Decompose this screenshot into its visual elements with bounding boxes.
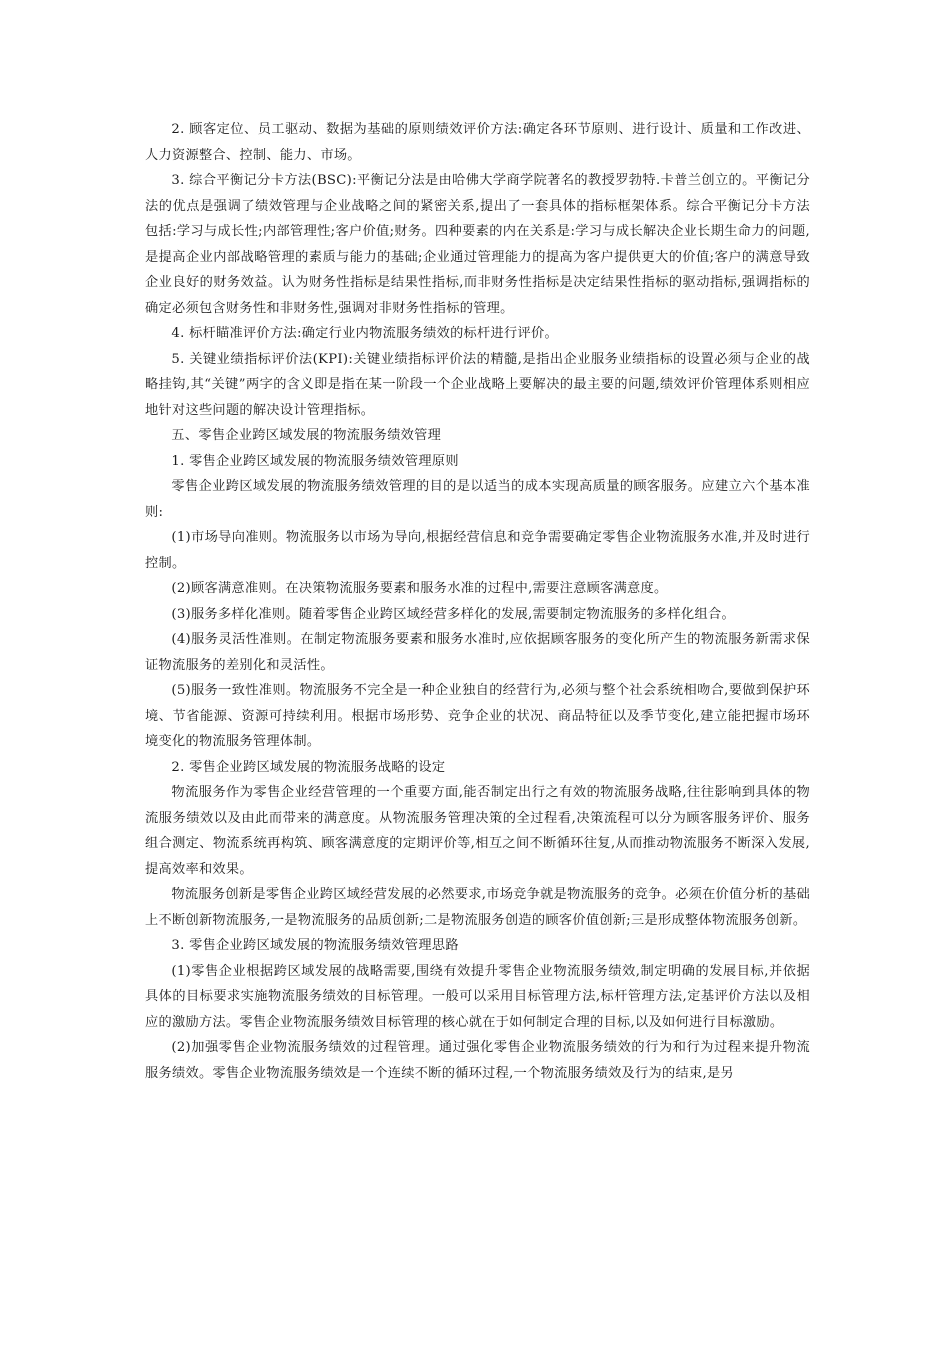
subheading-principles: 1. 零售企业跨区域发展的物流服务绩效管理原则	[171, 453, 459, 469]
subheading-strategy: 2. 零售企业跨区域发展的物流服务战略的设定	[171, 759, 446, 775]
paragraph-principles-intro: 零售企业跨区域发展的物流服务绩效管理的目的是以适当的成本实现高质量的顾客服务。应建立六个基本准则:	[145, 479, 810, 520]
document-page	[145, 117, 810, 1086]
paragraph-principle-1: (1)市场导向准则。物流服务以市场为导向,根据经营信息和竞争需要确定零售企业物流服务水准,并及时进行控制。	[145, 530, 810, 571]
paragraph-method-5-kpi: 5. 关键业绩指标评价法(KPI):关键业绩指标评价法的精髓,是指出企业服务业绩指标的设置必须与企业的战略挂钩,其“关键”两字的含义即是指在某一阶段一个企业战略上要解决的最主要的问题,绩效评价管理体系则相应地针对这些问题的解决设计管理指标。	[145, 351, 810, 418]
paragraph-principle-4: (4)服务灵活性准则。在制定物流服务要素和服务水准时,应依据顾客服务的变化所产生的物流服务新需求保证物流服务的差别化和灵活性。	[145, 632, 810, 673]
paragraph-approach-1: (1)零售企业根据跨区域发展的战略需要,围绕有效提升零售企业物流服务绩效,制定明确的发展目标,并依据具体的目标要求实施物流服务绩效的目标管理。一般可以采用目标管理方法,标杆管理方法,定基评价方法以及相应的激励方法。零售企业物流服务绩效目标管理的核心就在于如何制定合理的目标,以及如何进行目标激励。	[145, 963, 810, 1030]
paragraph-principle-2: (2)顾客满意准则。在决策物流服务要素和服务水准的过程中,需要注意顾客满意度。	[171, 581, 668, 596]
paragraph-strategy-1: 物流服务作为零售企业经营管理的一个重要方面,能否制定出行之有效的物流服务战略,往往影响到具体的物流服务绩效以及由此而带来的满意度。从物流服务管理决策的全过程看,决策流程可以分为顾客服务评价、服务组合测定、物流系统再构筑、顾客满意度的定期评价等,相互之间不断循环往复,从而推动物流服务不断深入发展,提高效率和效果。	[145, 785, 810, 877]
paragraph-method-2: 2. 顾客定位、员工驱动、数据为基础的原则绩效评价方法:确定各环节原则、进行设计、质量和工作改进、人力资源整合、控制、能力、市场。	[145, 122, 810, 163]
paragraph-principle-5: (5)服务一致性准则。物流服务不完全是一种企业独自的经营行为,必须与整个社会系统相吻合,要做到保护环境、节省能源、资源可持续利用。根据市场形势、竞争企业的状况、商品特征以及季节变化,建立能把握市场环境变化的物流服务管理体制。	[145, 683, 810, 749]
paragraph-principle-3: (3)服务多样化准则。随着零售企业跨区域经营多样化的发展,需要制定物流服务的多样化组合。	[171, 606, 735, 622]
paragraph-method-4-benchmark: 4. 标杆瞄准评价方法:确定行业内物流服务绩效的标杆进行评价。	[171, 326, 558, 341]
paragraph-strategy-2: 物流服务创新是零售企业跨区域经营发展的必然要求,市场竞争就是物流服务的竞争。必须在价值分析的基础上不断创新物流服务,一是物流服务的品质创新;二是物流服务创造的顾客价值创新;三是形成整体物流服务创新。	[145, 887, 810, 928]
section-heading-5: 五、零售企业跨区域发展的物流服务绩效管理	[171, 428, 442, 443]
subheading-approach: 3. 零售企业跨区域发展的物流服务绩效管理思路	[171, 938, 459, 953]
paragraph-approach-2: (2)加强零售企业物流服务绩效的过程管理。通过强化零售企业物流服务绩效的行为和行为过程来提升物流服务绩效。零售企业物流服务绩效是一个连续不断的循环过程,一个物流服务绩效及行为的结束,是另	[145, 1040, 810, 1081]
paragraph-method-3-bsc: 3. 综合平衡记分卡方法(BSC):平衡记分法是由哈佛大学商学院著名的教授罗勃特.卡普兰创立的。平衡记分法的优点是强调了绩效管理与企业战略之间的紧密关系,提出了一套具体的指标框架体系。综合平衡记分卡方法包括:学习与成长性;内部管理性;客户价值;财务。四种要素的内在关系是:学习与成长解决企业长期生命力的问题,是提高企业内部战略管理的素质与能力的基础;企业通过管理能力的提高为客户提供更大的价值;客户的满意导致企业良好的财务效益。认为财务性指标是结果性指标,而非财务性指标是决定结果性指标的驱动指标,强调指标的确定必须包含财务性和非财务性,强调对非财务性指标的管理。	[145, 173, 810, 316]
